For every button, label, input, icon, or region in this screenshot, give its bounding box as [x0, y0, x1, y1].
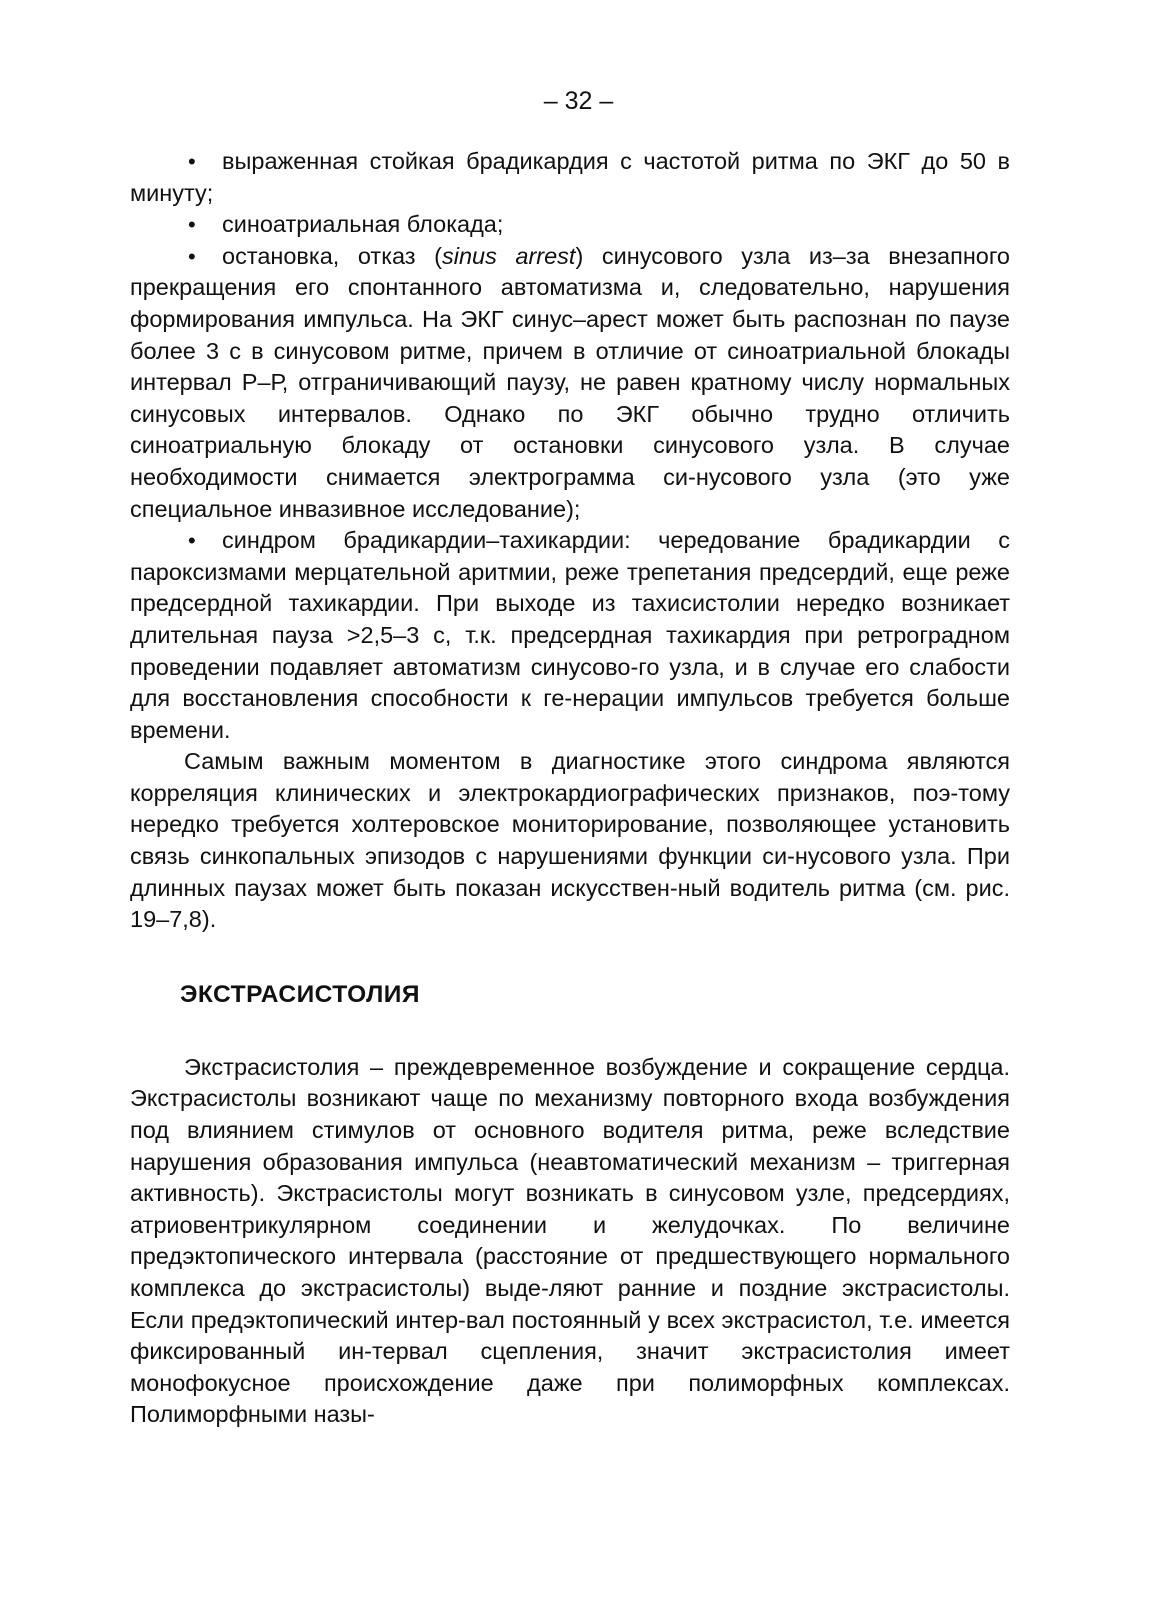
bullet-text: выраженная стойкая брадикардия с частотой ритма по ЭКГ до 50 в минуту; [130, 148, 1010, 206]
section-heading: ЭКСТРАСИСТОЛИЯ [180, 980, 420, 1008]
bullet-item-sinoatrial-block [130, 209, 1010, 241]
bullet-item-brady-tachy-syndrome [130, 525, 1010, 746]
bullet-marker: • [188, 149, 196, 174]
bullet-text-start: остановка, отказ ( [222, 242, 442, 269]
page-content [130, 146, 1010, 1431]
bullet-text: синоатриальная блокада; [222, 211, 504, 238]
page-number: – 32 – [543, 87, 614, 115]
body-paragraph-diagnostics: Самым важным моментом в диагностике этого синдрома являются корреляция клинических и электрокардиографических признаков, поэ-тому нередко требуется холтеровское мониторирование, позволяющее установить связь синкопальных эпизодов с нарушениями функции си-нусового узла. При длинных паузах может быть показан искусствен-ный водитель ритма (см. рис. 19–7,8). [130, 748, 1010, 933]
bullet-marker: • [188, 212, 196, 238]
bullet-text-end: ) синусового узла из–за внезапного прекращения его спонтанного автоматизма и, следовательно, нарушения формирования импульса. На ЭКГ синус–арест может быть распознан по паузе более 3 с в синусовом ритме, причем в отличие от синоатриальной блокады интервал Р–Р, отграничивающий паузу, не равен кратному числу нормальных синусовых интервалов. Однако по ЭКГ обычно трудно отличить синоатриальную блокаду от остановки синусового узла. В случае необходимости снимается электрограмма си-нусового узла (это уже специальное инвазивное исследование); [130, 242, 1010, 522]
bullet-item-bradycardia [130, 146, 1010, 209]
bullet-marker: • [188, 528, 196, 554]
latin-term: sinus arrest [441, 242, 576, 269]
bullet-text: синдром брадикардии–тахикардии: чередование брадикардии с пароксизмами мерцательной аритмии, реже трепетания предсердий, еще реже предсердной тахикардии. При выходе из тахисистолии нередко возникает длительная пауза >2,5–3 с, т.к. предсердная тахикардия при ретроградном проведении подавляет автоматизм синусово-го узла, и в случае его слабости для восстановления способности к ге-нерации импульсов требуется больше времени. [130, 527, 1010, 743]
body-paragraph-extrasystole: Экстрасистолия – преждевременное возбуждение и сокращение сердца. Экстрасистолы возникают чаще по механизму повторного входа возбуждения под влиянием стимулов от основного водителя ритма, реже вследствие нарушения образования импульса (неавтоматический механизм – триггерная активность). Экстрасистолы могут возникать в синусовом узле, предсердиях, атриовентрикулярном соединении и желудочках. По величине предэктопического интервала (расстояние от предшествующего нормального комплекса до экстрасистолы) выде-ляют ранние и поздние экстрасистолы. Если предэктопический интер-вал постоянный у всех экстрасистол, т.е. имеется фиксированный ин-тервал сцепления, значит экстрасистолия имеет монофокусное происхождение даже при полиморфных комплексах. Полиморфными назы- [130, 1053, 1010, 1428]
bullet-item-sinus-arrest [130, 241, 1010, 525]
bullet-marker: • [188, 243, 196, 269]
